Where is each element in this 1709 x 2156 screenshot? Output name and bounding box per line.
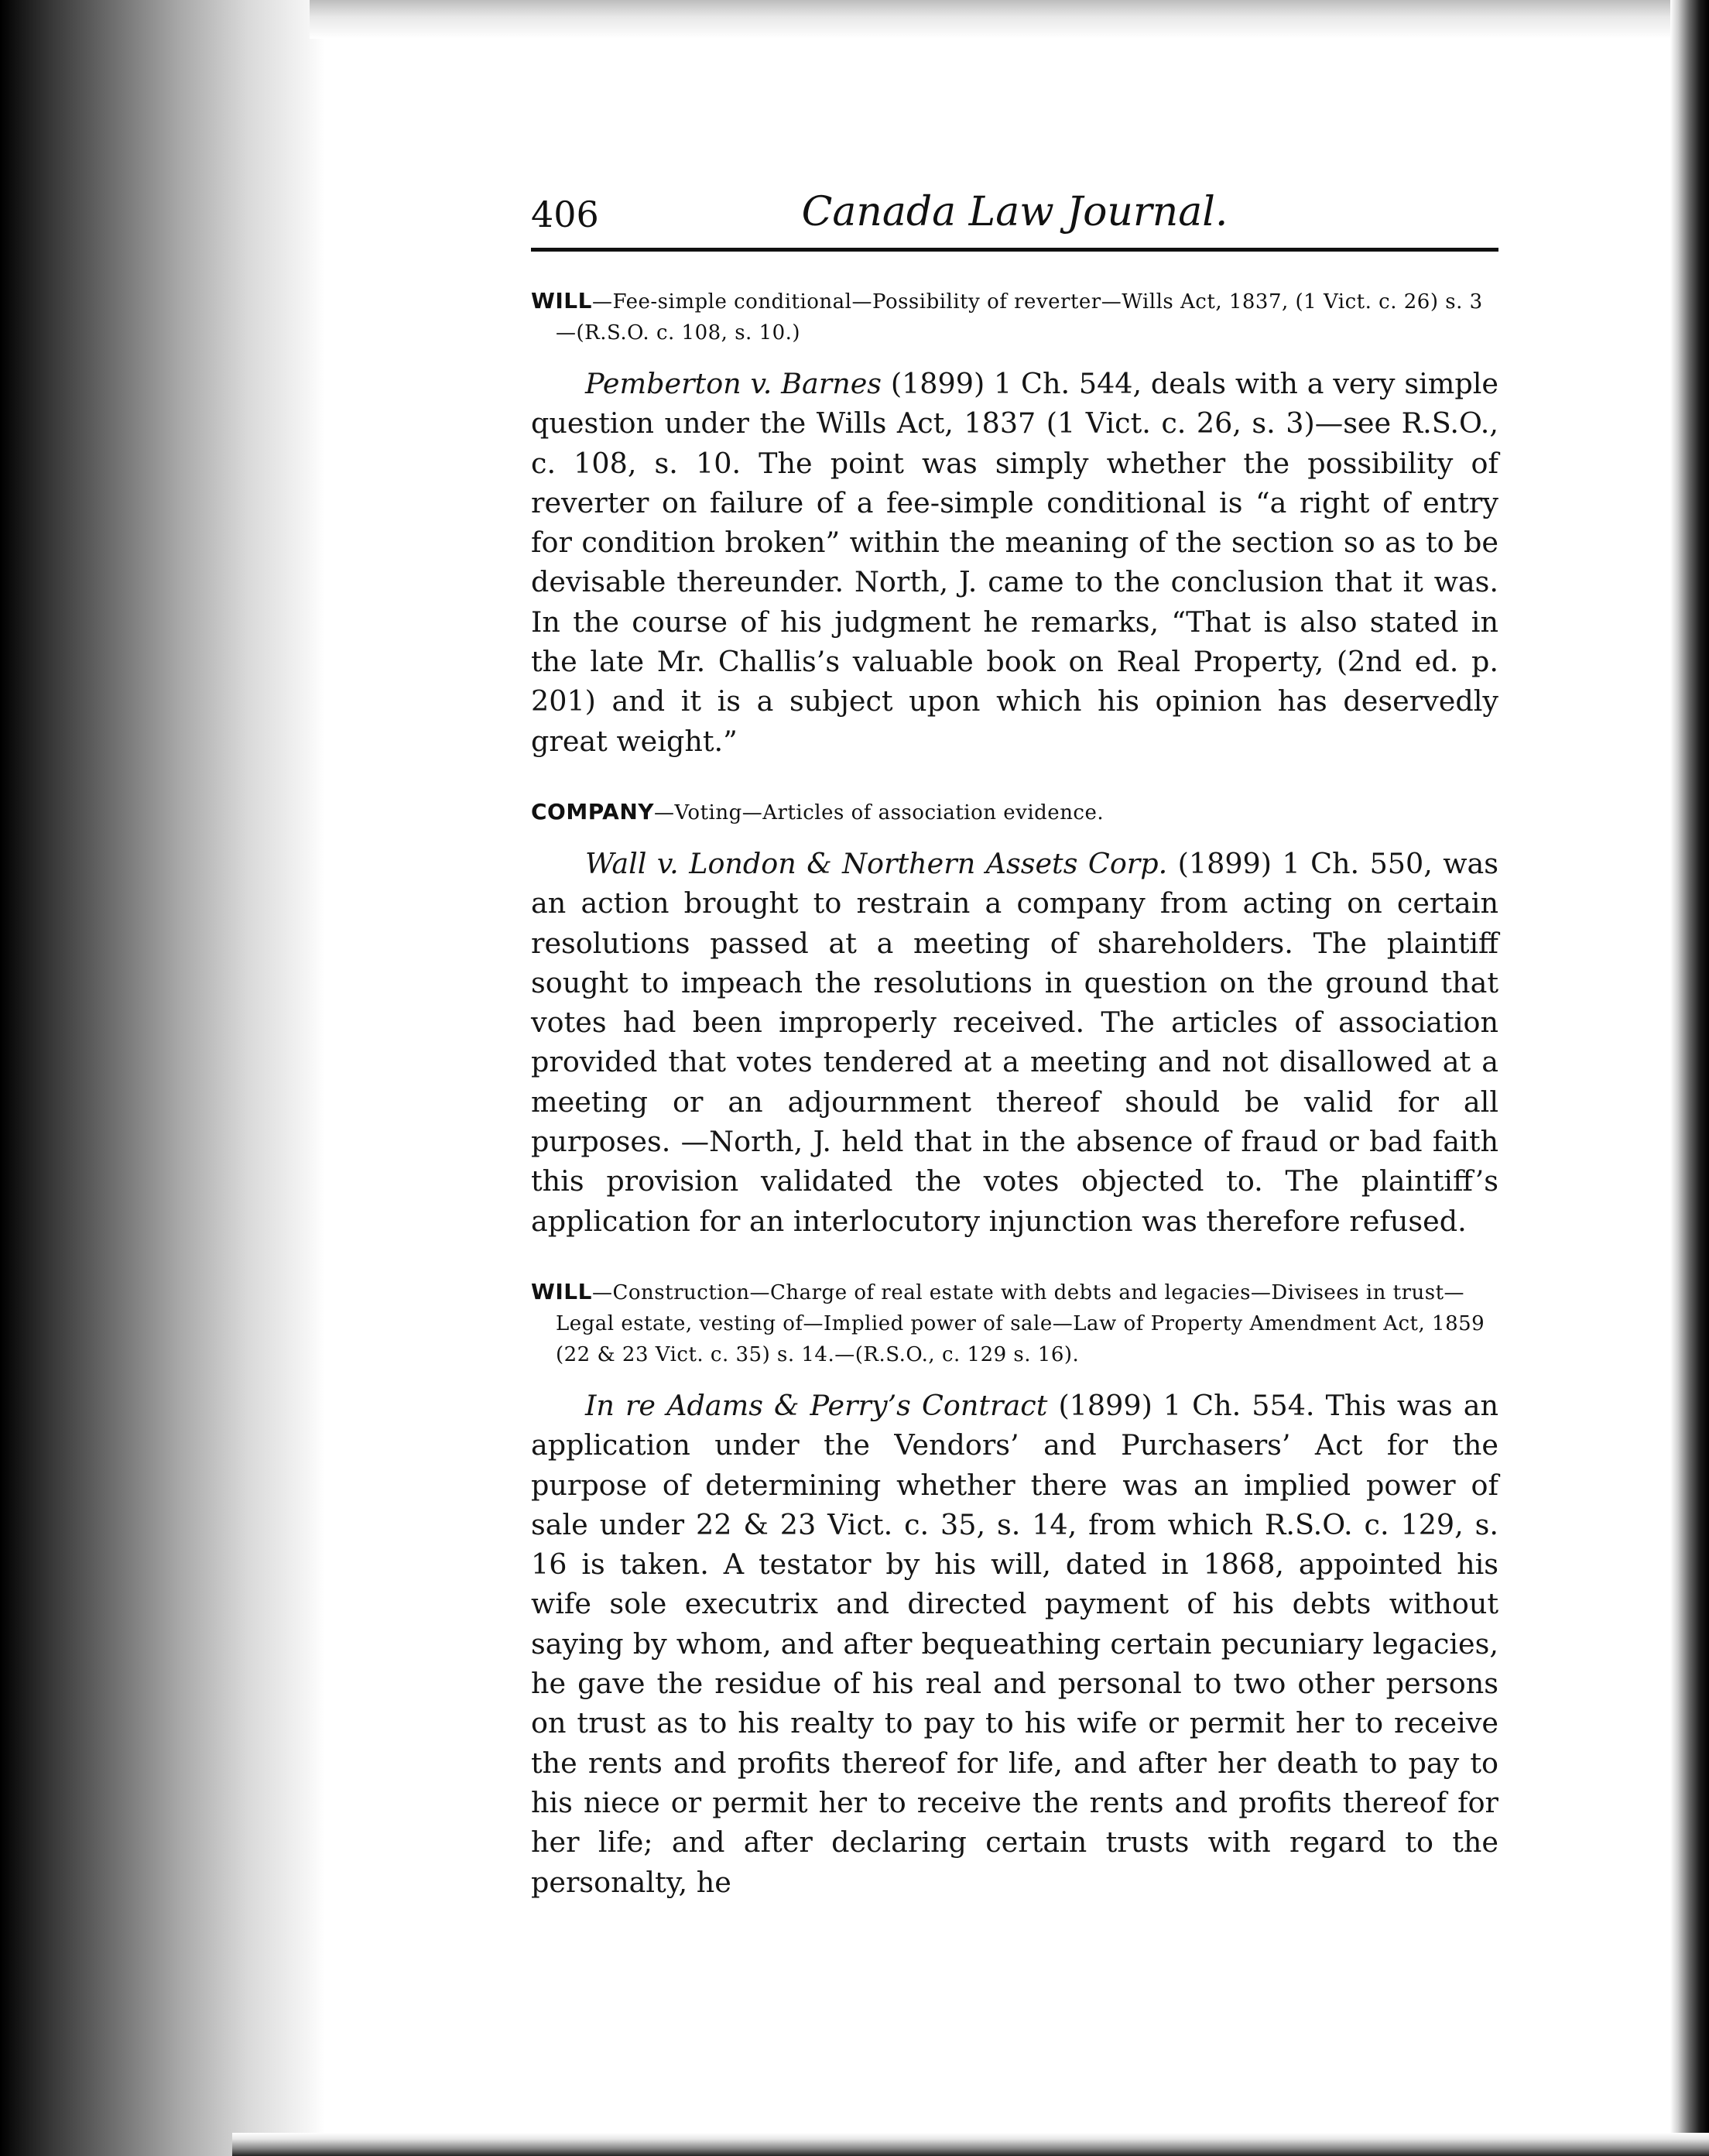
section-will-construction: [531, 1277, 1498, 1902]
section-body: [531, 844, 1498, 1241]
running-header: [531, 178, 1498, 248]
heading-lead: COMPANY: [531, 798, 655, 824]
page-number: 406: [531, 194, 599, 235]
body-text: (1899) 1 Ch. 544, deals with a very simple question under the Wills Act, 1837 (1 Vict. c. 26, s. 3)—see R.S.O., c. 108, s. 10. The point was simply whether the possibility of reverter on failure of a fee-simple conditional is “a right of entry for condition broken” within the meaning of the section so as to be devisable thereunder. North, J. came to the conclusion that it was. In the course of his judgment he remarks, “That is also stated in the late Mr. Challis’s valuable book on Real Property, (2nd ed. p. 201) and it is a subject upon which his opinion has deservedly great weight.”: [531, 367, 1498, 758]
scan-bottom-edge: [232, 2133, 1709, 2156]
body-text: (1899) 1 Ch. 554. This was an application under the Vendors’ and Purchasers’ Act for the purpose of determining whether there was an implied power of sale under 22 & 23 Vict. c. 35, s. 14, from which R.S.O. c. 129, s. 16 is taken. A testator by his will, dated in 1868, appointed his wife sole executrix and directed payment of his debts without saying by whom, and after bequeathing certain pecuniary legacies, he gave the residue of his real and personal to two other persons on trust as to his realty to pay to his wife or permit her to receive the rents and profits thereof for life, and after her death to pay to his niece or permit her to receive the rents and profits thereof for her life; and after declaring certain trusts with regard to the personalty, he: [531, 1388, 1498, 1899]
case-name: Pemberton v. Barnes: [585, 367, 882, 400]
body-text: (1899) 1 Ch. 550, was an action brought to restrain a company from acting on certain resolutions passed at a meeting of shareholders. The plaintiff sought to impeach the resolutions in question on the ground that votes had been improperly received. The articles of association provided that votes tendered at a meeting and not disallowed at a meeting or an adjournment thereof should be valid for all purposes. —North, J. held that in the absence of fraud or bad faith this provision validated the votes objected to. The plaintiff’s application for an interlocutory injunction was therefore refused.: [531, 846, 1498, 1238]
section-heading: [531, 797, 1498, 828]
heading-rest: —Voting—Articles of association evidence.: [654, 800, 1105, 824]
header-rule: [531, 248, 1498, 252]
journal-page: [531, 178, 1498, 1902]
heading-rest: —Construction—Charge of real estate with debts and legacies—Divisees in trust—Legal estate, vesting of—Implied power of sale—Law of Property Amendment Act, 1859 (22 & 23 Vict. c. 35) s. 14.—(R.S.O., c. 129 s. 16).: [556, 1280, 1485, 1366]
section-heading: [531, 1277, 1498, 1370]
section-gap: [531, 761, 1498, 797]
section-heading: [531, 286, 1498, 348]
case-name: Wall v. London & Northern Assets Corp.: [585, 846, 1168, 880]
case-name: In re Adams & Perry’s Contract: [585, 1388, 1048, 1422]
section-company-voting: [531, 797, 1498, 1241]
scan-top-edge: [310, 0, 1678, 39]
scan-binding-shadow: [0, 0, 325, 2156]
journal-title: Canada Law Journal.: [801, 189, 1228, 235]
heading-rest: —Fee-simple conditional—Possibility of reverter—Wills Act, 1837, (1 Vict. c. 26) s. 3—(R.S.O. c. 108, s. 10.): [556, 290, 1483, 344]
heading-lead: WILL: [531, 1278, 592, 1304]
scan-right-edge: [1670, 0, 1709, 2156]
heading-lead: WILL: [531, 288, 592, 314]
section-gap: [531, 1241, 1498, 1277]
section-body: [531, 1386, 1498, 1902]
section-will-fee-simple: [531, 286, 1498, 761]
section-body: [531, 364, 1498, 761]
